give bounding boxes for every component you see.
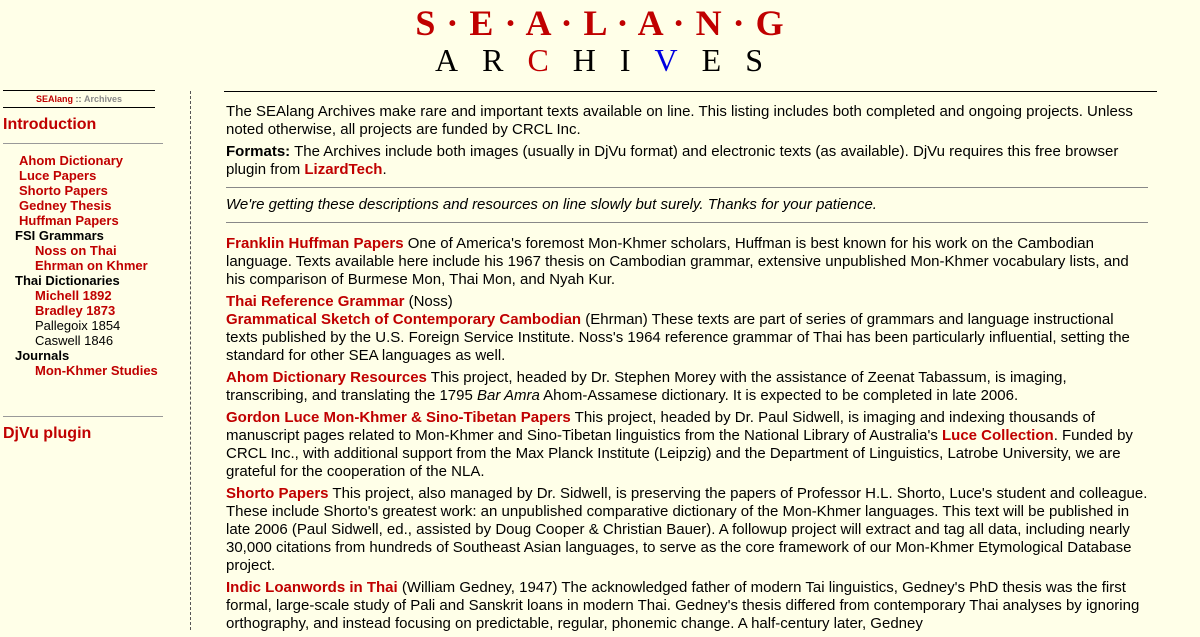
subtitle-letter: H bbox=[572, 42, 598, 78]
sidebar-item-caswell-1846: Caswell 1846 bbox=[35, 333, 114, 348]
title-letter: A bbox=[637, 3, 663, 43]
header-rule bbox=[224, 91, 1157, 92]
formats-end: . bbox=[382, 161, 387, 178]
sidebar-item-shorto-papers[interactable]: Shorto Papers bbox=[19, 183, 108, 198]
sidebar-nav bbox=[0, 153, 158, 378]
subtitle-letter: A bbox=[434, 42, 461, 78]
breadcrumb-separator: :: bbox=[75, 94, 82, 104]
breadcrumb-current: Archives bbox=[84, 94, 123, 104]
formats-label: Formats: bbox=[226, 143, 291, 160]
ahom-dictionary-link[interactable]: Ahom Dictionary Resources bbox=[226, 369, 427, 386]
entry-fsi-grammars bbox=[226, 293, 1148, 365]
title-letter: G bbox=[755, 3, 785, 43]
divider bbox=[226, 187, 1148, 188]
entry-text: Ahom-Assamese dictionary. It is expected to be completed in late 2006. bbox=[539, 387, 1019, 404]
sidebar-item-ehrman-on-khmer[interactable]: Ehrman on Khmer bbox=[35, 258, 148, 273]
luce-collection-link[interactable]: Luce Collection bbox=[942, 427, 1054, 444]
subtitle-letter-red: C bbox=[527, 42, 551, 78]
title-dot: · bbox=[504, 3, 518, 43]
sidebar-divider bbox=[3, 143, 163, 144]
sidebar-item-huffman-papers[interactable]: Huffman Papers bbox=[19, 213, 119, 228]
breadcrumb-home-link[interactable]: SEAlang bbox=[35, 94, 73, 104]
entry-shorto bbox=[226, 485, 1148, 575]
sidebar-vertical-rule bbox=[190, 91, 191, 630]
entry-indic-loanwords bbox=[226, 579, 1148, 633]
main-content bbox=[226, 103, 1148, 637]
title-letter: E bbox=[469, 3, 495, 43]
title-dot: · bbox=[560, 3, 574, 43]
title-dot: · bbox=[672, 3, 686, 43]
sidebar-item-michell-1892[interactable]: Michell 1892 bbox=[35, 288, 112, 303]
entry-italic: Bar Amra bbox=[477, 387, 540, 404]
sidebar-item-mon-khmer-studies[interactable]: Mon-Khmer Studies bbox=[35, 363, 158, 378]
entry-text: (Noss) bbox=[404, 293, 453, 310]
subtitle-letter: R bbox=[482, 42, 506, 78]
luce-papers-link[interactable]: Gordon Luce Mon-Khmer & Sino-Tibetan Papers bbox=[226, 409, 571, 426]
shorto-papers-link[interactable]: Shorto Papers bbox=[226, 485, 329, 502]
title-dot: · bbox=[616, 3, 630, 43]
title-dot: · bbox=[446, 3, 460, 43]
subtitle-letter: E bbox=[701, 42, 724, 78]
sidebar-heading-fsi-grammars: FSI Grammars bbox=[15, 228, 104, 243]
title-letter: N bbox=[695, 3, 723, 43]
title-dot: · bbox=[732, 3, 746, 43]
sidebar-item-luce-papers[interactable]: Luce Papers bbox=[19, 168, 97, 183]
title-letter: S bbox=[415, 3, 437, 43]
cambodian-sketch-link[interactable]: Grammatical Sketch of Contemporary Cambodian bbox=[226, 311, 582, 328]
entry-text: (Ehrman) These texts are part of series of grammars and language instructional texts published by the U.S. Foreign Service Institute. Noss's 1964 reference grammar of Thai has been particularly influential, setting the standard for other SEA languages as well. bbox=[226, 311, 1130, 364]
formats-paragraph bbox=[226, 143, 1148, 179]
formats-text: The Archives include both images (usually in DjVu format) and electronic texts (as available). DjVu requires this free browser plugin from bbox=[226, 143, 1119, 178]
lizardtech-link[interactable]: LizardTech bbox=[304, 161, 383, 178]
entry-text: This project, headed by Dr. Stephen Morey with the assistance of Zeenat Tabassum, is imaging, transcribing, and translating the 1795 bbox=[226, 369, 1067, 404]
sidebar-item-noss-on-thai[interactable]: Noss on Thai bbox=[35, 243, 117, 258]
sidebar-item-bradley-1873[interactable]: Bradley 1873 bbox=[35, 303, 116, 318]
sidebar-item-gedney-thesis[interactable]: Gedney Thesis bbox=[19, 198, 112, 213]
indic-loanwords-link[interactable]: Indic Loanwords in Thai bbox=[226, 579, 398, 596]
entry-text: . Funded by CRCL Inc., with additional support from the Max Planck Institute (Leipzig) and the Department of Linguistics, Latrobe University, we are grateful for the cooperation of the NLA. bbox=[226, 427, 1133, 480]
entry-ahom bbox=[226, 369, 1148, 405]
subtitle-letter: S bbox=[745, 42, 765, 78]
site-subtitle bbox=[0, 42, 1200, 79]
intro-paragraph: The SEAlang Archives make rare and important texts available on line. This listing includes both completed and ongoing projects. Unless noted otherwise, all projects are funded by CRCL Inc. bbox=[226, 103, 1133, 138]
sidebar-item-ahom-dictionary[interactable]: Ahom Dictionary bbox=[19, 153, 124, 168]
title-letter: L bbox=[583, 3, 607, 43]
site-title bbox=[0, 2, 1200, 44]
entry-text: One of America's foremost Mon-Khmer scholars, Huffman is best known for his work on the Cambodian language. Texts available here include his 1967 thesis on Cambodian grammar, extensive unpublished Mon-Khmer vocabulary lists, and his comparison of Burmese Mon, Thai Mon, and Nyah Kur. bbox=[226, 235, 1129, 288]
sidebar-introduction-link[interactable]: Introduction bbox=[3, 116, 97, 133]
sidebar-divider bbox=[3, 416, 163, 417]
sidebar-djvu-plugin-link[interactable]: DjVu plugin bbox=[3, 425, 92, 442]
breadcrumb bbox=[3, 90, 155, 108]
sidebar-heading-thai-dictionaries: Thai Dictionaries bbox=[15, 273, 120, 288]
entry-text: (William Gedney, 1947) The acknowledged father of modern Tai linguistics, Gedney's PhD thesis was the first formal, large-scale study of Pali and Sanskrit loans in modern Thai. Gedney's thesis differed from contemporary Thai analyses by ignoring orthography, and instead focusing on predictable, regular, phonemic change. A half-century later, Gedney bbox=[226, 579, 1140, 632]
huffman-papers-link[interactable]: Franklin Huffman Papers bbox=[226, 235, 404, 252]
entry-huffman bbox=[226, 235, 1148, 289]
sidebar-heading-journals: Journals bbox=[15, 348, 70, 363]
divider bbox=[226, 222, 1148, 223]
entry-text: This project, also managed by Dr. Sidwell, is preserving the papers of Professor H.L. Shorto, Luce's student and colleague. These include Shorto's greatest work: an unpublished comparative dictionary of the Mon-Khmer languages. This text will be published in late 2006 (Paul Sidwell, ed., assisted by Doug Cooper & Christian Bauer). A followup project will extract and tag all data, including nearly 30,000 citations from hundreds of Southeast Asian languages, to serve as the core framework of our Mon-Khmer Etymological Database project. bbox=[226, 485, 1148, 574]
entry-text: This project, headed by Dr. Paul Sidwell, is imaging and indexing thousands of manuscript pages related to Mon-Khmer and Sino-Tibetan linguistics from the National Library of Australia's bbox=[226, 409, 1095, 444]
entry-luce bbox=[226, 409, 1148, 481]
subtitle-letter: I bbox=[619, 42, 633, 78]
thai-reference-grammar-link[interactable]: Thai Reference Grammar bbox=[226, 293, 405, 310]
title-letter: A bbox=[525, 3, 551, 43]
subtitle-letter-blue: V bbox=[654, 42, 680, 78]
sidebar-item-pallegoix-1854: Pallegoix 1854 bbox=[35, 318, 121, 333]
notice-text: We're getting these descriptions and resources on line slowly but surely. Thanks for your patience. bbox=[226, 196, 877, 213]
